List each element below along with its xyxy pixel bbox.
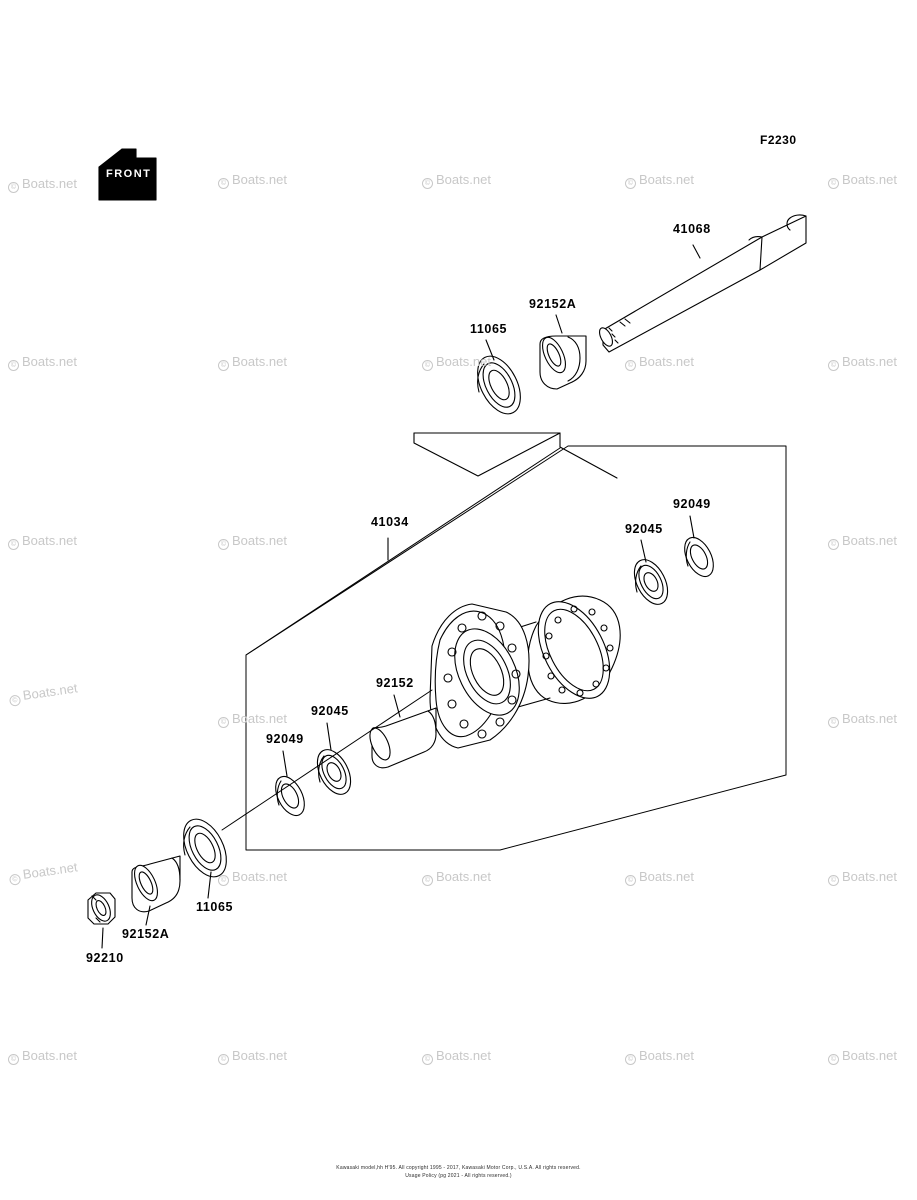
part-92152A-collar-upper xyxy=(538,334,586,389)
figure-id: F2230 xyxy=(760,133,797,147)
part-92210-nut xyxy=(88,892,115,924)
watermark: © Boats.net xyxy=(218,1048,287,1064)
watermark: © Boats.net xyxy=(422,354,491,370)
watermark: © Boats.net xyxy=(625,1048,694,1064)
leader-92152A-upper xyxy=(556,315,562,333)
watermark: © Boats.net xyxy=(8,354,77,370)
front-label: FRONT xyxy=(106,168,152,180)
watermark: © Boats.net xyxy=(218,533,287,549)
footer-copyright-line2: Usage Policy (pg 2021 - All rights reserved.) xyxy=(405,1173,512,1179)
bracket-upper-diag xyxy=(560,447,617,478)
part-92049-seal-right xyxy=(679,533,719,581)
footer-copyright-line1: Kawasaki model,hh H'95. All copyright 1995 - 2017, Kawasaki Motor Corp., U.S.A. All rights reserved. xyxy=(336,1165,581,1171)
leader-41068 xyxy=(693,245,700,258)
part-92045-bearing-right xyxy=(628,554,675,609)
part-label-41068: 41068 xyxy=(673,222,711,236)
part-92049-seal-left xyxy=(270,772,310,820)
part-11065-cap-upper xyxy=(469,349,529,421)
leader-92045-right xyxy=(641,540,646,562)
watermark: © Boats.net xyxy=(828,869,897,885)
watermark: © Boats.net xyxy=(828,354,897,370)
part-label-92210: 92210 xyxy=(86,951,124,965)
watermark: © Boats.net xyxy=(625,172,694,188)
watermark: © Boats.net xyxy=(422,1048,491,1064)
watermark: © Boats.net xyxy=(218,869,287,885)
watermark: © Boats.net xyxy=(828,533,897,549)
watermark: © Boats.net xyxy=(8,859,78,884)
part-label-92152A-lower: 92152A xyxy=(122,927,170,941)
watermark: © Boats.net xyxy=(8,533,77,549)
leader-92045-left xyxy=(327,723,331,750)
leader-92049-right xyxy=(690,516,694,538)
part-label-92152: 92152 xyxy=(376,676,414,690)
watermark: © Boats.net xyxy=(8,176,77,192)
watermark: © Boats.net xyxy=(422,172,491,188)
watermark: © Boats.net xyxy=(828,711,897,727)
part-label-41034: 41034 xyxy=(371,515,409,529)
watermark: © Boats.net xyxy=(218,711,287,727)
part-label-92049-right: 92049 xyxy=(673,497,711,511)
part-label-92152A-upper: 92152A xyxy=(529,297,577,311)
watermark: © Boats.net xyxy=(8,680,78,705)
part-label-11065-lower: 11065 xyxy=(196,900,234,914)
watermark: © Boats.net xyxy=(828,172,897,188)
part-92045-bearing-left xyxy=(311,744,358,799)
watermark: © Boats.net xyxy=(625,354,694,370)
part-92152-distance-collar xyxy=(366,708,436,768)
watermark: © Boats.net xyxy=(218,172,287,188)
watermark: © Boats.net xyxy=(828,1048,897,1064)
part-label-92045-right: 92045 xyxy=(625,522,663,536)
part-11065-cap-lower xyxy=(175,812,235,884)
watermark: © Boats.net xyxy=(8,1048,77,1064)
bracket-upper-v xyxy=(414,433,560,476)
leader-92049-left xyxy=(283,751,287,776)
part-label-92049-left: 92049 xyxy=(266,732,304,746)
watermark: © Boats.net xyxy=(218,354,287,370)
leader-92210 xyxy=(102,928,103,948)
part-41034-hub xyxy=(430,590,624,748)
part-92152A-collar-lower xyxy=(130,856,180,912)
part-label-11065-upper: 11065 xyxy=(470,322,508,336)
watermark: © Boats.net xyxy=(625,869,694,885)
watermark: © Boats.net xyxy=(422,869,491,885)
part-label-92045-left: 92045 xyxy=(311,704,349,718)
